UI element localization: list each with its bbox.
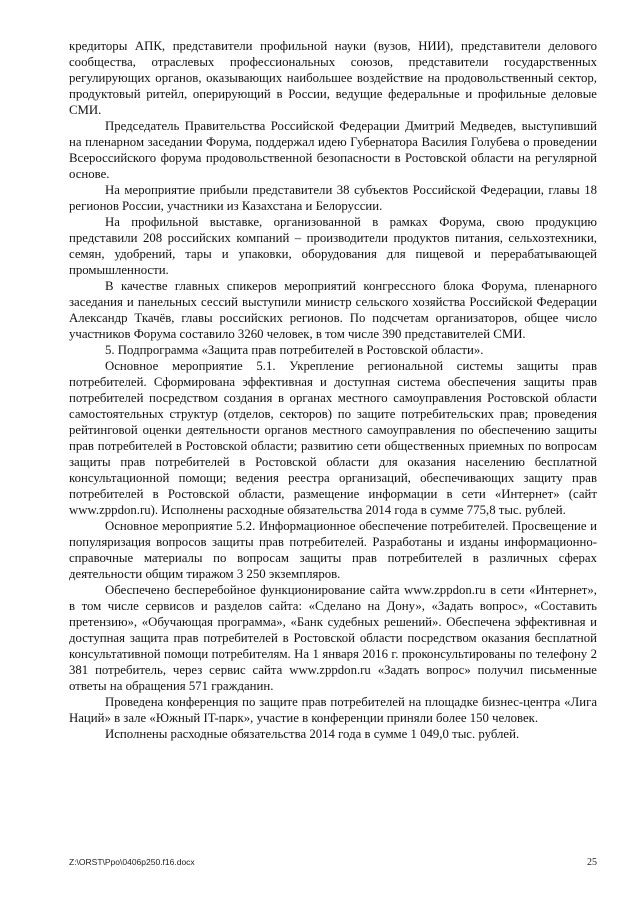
paragraph: Исполнены расходные обязательства 2014 года в сумме 1 049,0 тыс. рублей. [105, 727, 520, 741]
paragraph: На мероприятие прибыли представители 38 субъектов Российской Федерации, главы 18 регионов России, участники из Казахстана и Белоруссии. [69, 183, 597, 213]
subprogram-heading: 5. Подпрограмма «Защита прав потребителей в Ростовской области». [105, 343, 484, 357]
paragraph: В качестве главных спикеров мероприятий конгрессного блока Форума, пленарного заседания и панельных сессий выступили министр сельского хозяйства Российской Федерации Александр Ткачёв, главы российских регионов. По подсчетам организаторов, общее число участников Форума составило 3260 человек, в том числе 390 представителей СМИ. [69, 279, 597, 341]
paragraph: На профильной выставке, организованной в рамках Форума, свою продукцию представили 208 российских компаний – производители продуктов питания, сельхозтехники, семян, удобрений, тары и упаковки, оборудования для пищевой и перерабатывающей промышленности. [69, 215, 597, 277]
page-number: 25 [587, 857, 597, 868]
paragraph: кредиторы АПК, представители профильной науки (вузов, НИИ), представители делового сообщества, отраслевых профессиональных союзов, представители государственных регулирующих органов, оказывающих наибольшее воздействие на продовольственный сектор, продуктовый ритейл, оперирующий в России, ведущие федеральные и профильные деловые СМИ. [69, 39, 597, 117]
paragraph: Основное мероприятие 5.2. Информационное обеспечение потребителей. Просвещение и популяризация вопросов защиты прав потребителей. Разработаны и изданы информационно-справочные материалы по вопросам защиты прав потребителей в различных сферах деятельности общим тиражом 3 250 экземпляров. [69, 519, 597, 581]
paragraph: Основное мероприятие 5.1. Укрепление региональной системы защиты прав потребителей. Сформирована эффективная и доступная система обеспечения защиты прав потребителей посредством создания в органах местного самоуправления Ростовской области самостоятельных структур (отделов, секторов) по защите потребительских прав; проведения рейтинговой оценки деятельности органов местного самоуправления по обеспечению защиты прав потребителей в Ростовской области; развитию сети общественных приемных по вопросам защиты прав потребителей в Ростовской области для оказания населению бесплатной консультационной помощи; ведения реестра организаций, обеспечивающих защиту прав потребителей в Ростовской области, размещение информации в сети «Интернет» (сайт www.zppdon.ru). Исполнены расходные обязательства 2014 года в сумме 775,8 тыс. рублей. [69, 359, 597, 517]
paragraph: Обеспечено бесперебойное функционирование сайта www.zppdon.ru в сети «Интернет», в том числе сервисов и разделов сайта: «Сделано на Дону», «Задать вопрос», «Составить претензию», «Обучающая программа», «Банк судебных решений». Обеспечена эффективная и доступная защита прав потребителей в Ростовской области посредством оказания бесплатной консультативной помощи потребителям. На 1 января 2016 г. проконсультированы по телефону 2 381 потребитель, через сервис сайта www.zppdon.ru «Задать вопрос» получил письменные ответы на обращения 571 гражданин. [69, 583, 597, 693]
document-body [69, 38, 597, 742]
file-path: Z:\ORST\Ppo\0406p250.f16.docx [69, 857, 195, 867]
paragraph: Проведена конференция по защите прав потребителей на площадке бизнес-центра «Лига Наций» в зале «Южный IT-парк», участие в конференции приняли более 150 человек. [69, 695, 597, 725]
paragraph: Председатель Правительства Российской Федерации Дмитрий Медведев, выступивший на пленарном заседании Форума, поддержал идею Губернатора Василия Голубева о проведении Всероссийского форума продовольственной безопасности в Ростовской области на регулярной основе. [69, 119, 597, 181]
